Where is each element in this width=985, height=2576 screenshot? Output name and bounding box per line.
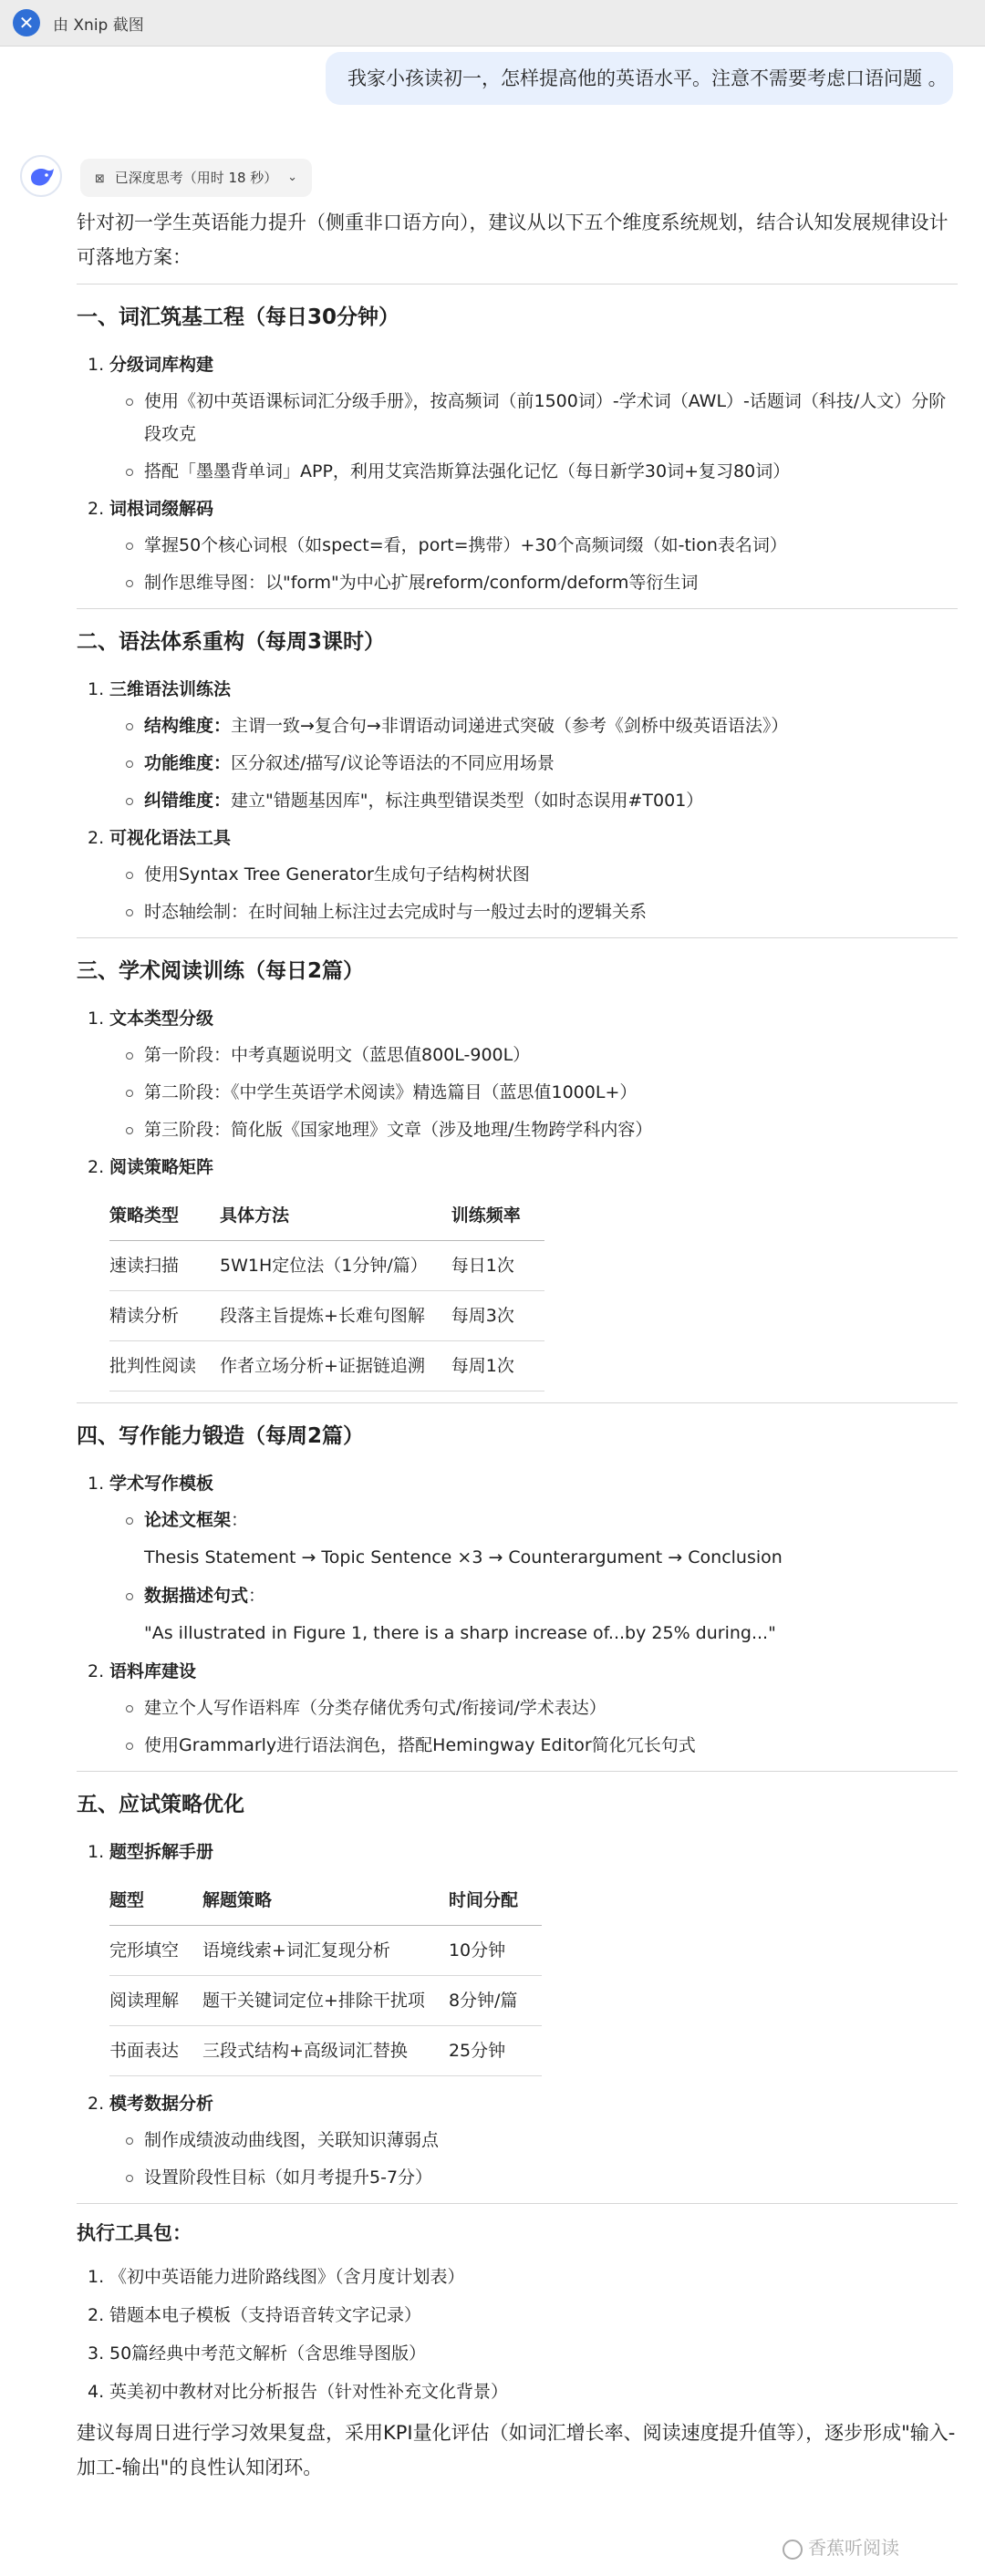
divider bbox=[77, 608, 958, 609]
xnip-app-icon: ✕ bbox=[13, 9, 40, 36]
divider bbox=[77, 2203, 958, 2204]
window-title: 由 Xnip 截图 bbox=[53, 16, 144, 35]
section-heading: 三、学术阅读训练（每日2篇） bbox=[77, 959, 365, 983]
bullet-item: 使用Grammarly进行语法润色，搭配Hemingway Editor简化冗长句式 bbox=[77, 1729, 958, 1762]
bullet-item: 使用Syntax Tree Generator生成句子结构树状图 bbox=[77, 858, 958, 891]
sub-heading-text: 分级词库构建 bbox=[109, 355, 214, 375]
table-row bbox=[109, 1926, 542, 1976]
list-item: 3. 50篇经典中考范文解析（含思维导图版） bbox=[88, 2343, 427, 2364]
list-item: 2. 错题本电子模板（支持语音转文字记录） bbox=[88, 2305, 422, 2325]
section-heading: 二、语法体系重构（每周3课时） bbox=[77, 630, 386, 654]
framework-text: Thesis Statement → Topic Sentence ×3 → Counterargument → Conclusion bbox=[144, 1547, 783, 1567]
bullet-item: 时态轴绘制：在时间轴上标注过去完成时与一般过去时的逻辑关系 bbox=[77, 895, 958, 928]
sub-heading: 1. 文本类型分级 bbox=[88, 1009, 214, 1029]
bullet-colon: ： bbox=[231, 1510, 249, 1530]
table-header-cell: 时间分配 bbox=[449, 1876, 542, 1926]
deep-thinking-toggle[interactable] bbox=[80, 159, 312, 197]
table-row bbox=[109, 1976, 542, 2026]
divider bbox=[77, 1771, 958, 1772]
table-header-cell: 训练频率 bbox=[451, 1191, 544, 1241]
table-cell: 作者立场分析+证据链追溯 bbox=[220, 1341, 451, 1391]
bullet-item bbox=[77, 1579, 958, 1612]
sub-heading-text: 词根词缀解码 bbox=[109, 499, 214, 519]
table-cell: 速读扫描 bbox=[109, 1241, 220, 1291]
section-heading: 五、应试策略优化 bbox=[77, 1793, 244, 1816]
table-header-cell: 策略类型 bbox=[109, 1191, 220, 1241]
assistant-avatar-icon bbox=[20, 155, 62, 197]
table-row bbox=[109, 1241, 544, 1291]
table-cell: 5W1H定位法（1分钟/篇） bbox=[220, 1241, 451, 1291]
sentence-pattern-text: "As illustrated in Figure 1, there is a sharp increase of...by 25% during..." bbox=[144, 1623, 776, 1643]
table-cell: 25分钟 bbox=[449, 2026, 542, 2076]
list-item-text: 错题本电子模板（支持语音转文字记录） bbox=[109, 2305, 422, 2325]
sub-heading: 1. 学术写作模板 bbox=[88, 1474, 214, 1494]
sub-heading: 1. 分级词库构建 bbox=[88, 355, 214, 375]
sub-heading: 2. 可视化语法工具 bbox=[88, 828, 232, 848]
watermark-logo-icon bbox=[783, 2540, 803, 2560]
bullet-label: 结构维度： bbox=[144, 716, 232, 736]
table-header-cell: 题型 bbox=[109, 1876, 202, 1926]
table-cell: 阅读理解 bbox=[109, 1976, 202, 2026]
list-item: 4. 英美初中教材对比分析报告（针对性补充文化背景） bbox=[88, 2382, 509, 2402]
list-item-text: 英美初中教材对比分析报告（针对性补充文化背景） bbox=[109, 2382, 509, 2402]
bullet-item bbox=[77, 747, 958, 780]
bullet-item: 建立个人写作语料库（分类存储优秀句式/衔接词/学术表达） bbox=[77, 1691, 958, 1724]
table-row bbox=[109, 1291, 544, 1341]
bullet-label: 纠错维度： bbox=[144, 791, 232, 811]
thinking-icon: ⊠ bbox=[95, 172, 105, 186]
divider bbox=[77, 1402, 958, 1403]
sub-heading: 2. 模考数据分析 bbox=[88, 2094, 214, 2114]
sub-heading: 1. 三维语法训练法 bbox=[88, 679, 232, 699]
sub-heading-text: 阅读策略矩阵 bbox=[109, 1157, 214, 1177]
table-cell: 三段式结构+高级词汇替换 bbox=[202, 2026, 449, 2076]
table-cell: 批判性阅读 bbox=[109, 1341, 220, 1391]
table-cell: 题干关键词定位+排除干扰项 bbox=[202, 1976, 449, 2026]
sub-heading: 2. 语料库建设 bbox=[88, 1661, 197, 1681]
section-heading: 一、词汇筑基工程（每日30分钟） bbox=[77, 305, 400, 329]
table-cell: 完形填空 bbox=[109, 1926, 202, 1976]
table-cell: 10分钟 bbox=[449, 1926, 542, 1976]
bullet-item: 制作思维导图：以"form"为中心扩展reform/conform/deform等衍生词 bbox=[77, 566, 958, 599]
chevron-down-icon: ⌄ bbox=[287, 171, 297, 184]
list-item: 1. 《初中英语能力进阶路线图》（含月度计划表） bbox=[88, 2267, 465, 2287]
table-header-cell: 具体方法 bbox=[220, 1191, 451, 1241]
table-cell: 每周3次 bbox=[451, 1291, 544, 1341]
bullet-label: 功能维度： bbox=[144, 753, 232, 773]
bullet-item: 第一阶段：中考真题说明文（蓝思值800L-900L） bbox=[77, 1039, 958, 1071]
table-cell: 精读分析 bbox=[109, 1291, 220, 1341]
table-header-row bbox=[109, 1191, 544, 1241]
list-item-text: 50篇经典中考范文解析（含思维导图版） bbox=[109, 2343, 427, 2364]
bullet-item: 掌握50个核心词根（如spect=看，port=携带）+30个高频词缀（如-tion表名词） bbox=[77, 529, 958, 562]
sub-heading-text: 语料库建设 bbox=[109, 1661, 197, 1681]
closing-paragraph: 建议每周日进行学习效果复盘，采用KPI量化评估（如词汇增长率、阅读速度提升值等），逐步形成"输入-加工-输出"的良性认知闭环。 bbox=[77, 2422, 956, 2478]
sub-heading-text: 学术写作模板 bbox=[109, 1474, 214, 1494]
table-header-row bbox=[109, 1876, 542, 1926]
user-message-bubble: 我家小孩读初一，怎样提高他的英语水平。注意不需要考虑口语问题 。 bbox=[326, 52, 953, 105]
section-heading: 四、写作能力锻造（每周2篇） bbox=[77, 1424, 365, 1448]
toolkit-heading: 执行工具包： bbox=[77, 2222, 192, 2244]
bullet-item: 搭配「墨墨背单词」APP，利用艾宾浩斯算法强化记忆（每日新学30词+复习80词） bbox=[77, 455, 958, 488]
sub-heading-text: 可视化语法工具 bbox=[109, 828, 232, 848]
bullet-item: 设置阶段性目标（如月考提升5-7分） bbox=[77, 2161, 958, 2194]
bullet-item bbox=[77, 1504, 958, 1536]
table-cell: 每周1次 bbox=[451, 1341, 544, 1391]
watermark-text: 香蕉听阅读 bbox=[808, 2537, 899, 2559]
bullet-item: 第三阶段：简化版《国家地理》文章（涉及地理/生物跨学科内容） bbox=[77, 1113, 958, 1146]
bullet-colon: ： bbox=[248, 1586, 266, 1606]
reading-strategy-table bbox=[109, 1191, 544, 1391]
bullet-item bbox=[77, 709, 958, 742]
sub-heading: 2. 词根词缀解码 bbox=[88, 499, 214, 519]
bullet-item: 第二阶段：《中学生英语学术阅读》精选篇目（蓝思值1000L+） bbox=[77, 1076, 958, 1109]
window-titlebar bbox=[0, 0, 985, 47]
sub-heading-text: 模考数据分析 bbox=[109, 2094, 214, 2114]
table-cell: 段落主旨提炼+长难句图解 bbox=[220, 1291, 451, 1341]
bullet-label: 数据描述句式 bbox=[144, 1586, 249, 1606]
answer-intro: 针对初一学生英语能力提升（侧重非口语方向），建议从以下五个维度系统规划，结合认知发展规律设计可落地方案： bbox=[77, 212, 949, 268]
table-cell: 语境线索+词汇复现分析 bbox=[202, 1926, 449, 1976]
table-cell: 8分钟/篇 bbox=[449, 1976, 542, 2026]
question-type-table bbox=[109, 1876, 542, 2076]
bullet-label: 论述文框架 bbox=[144, 1510, 232, 1530]
sub-heading-text: 三维语法训练法 bbox=[109, 679, 232, 699]
table-row bbox=[109, 2026, 542, 2076]
assistant-answer bbox=[77, 205, 958, 2485]
sub-heading: 2. 阅读策略矩阵 bbox=[88, 1157, 214, 1177]
bullet-item bbox=[77, 784, 958, 817]
watermark bbox=[783, 2533, 899, 2560]
table-row bbox=[109, 1341, 544, 1391]
bullet-item: 使用《初中英语课标词汇分级手册》，按高频词（前1500词）-学术词（AWL）-话题词（科技/人文）分阶段攻克 bbox=[77, 385, 958, 450]
table-cell: 每日1次 bbox=[451, 1241, 544, 1291]
table-header-cell: 解题策略 bbox=[202, 1876, 449, 1926]
sub-heading-text: 题型拆解手册 bbox=[109, 1842, 214, 1862]
bullet-text: 建立"错题基因库"，标注典型错误类型（如时态误用#T001） bbox=[231, 791, 704, 811]
thinking-label: 已深度思考（用时 18 秒） bbox=[114, 170, 278, 186]
list-item-text: 《初中英语能力进阶路线图》（含月度计划表） bbox=[109, 2267, 465, 2287]
divider bbox=[77, 937, 958, 938]
table-cell: 书面表达 bbox=[109, 2026, 202, 2076]
bullet-text: 主谓一致→复合句→非谓语动词递进式突破（参考《剑桥中级英语语法》） bbox=[231, 716, 789, 736]
sub-heading: 1. 题型拆解手册 bbox=[88, 1842, 214, 1862]
sub-heading-text: 文本类型分级 bbox=[109, 1009, 214, 1029]
bullet-text: 区分叙述/描写/议论等语法的不同应用场景 bbox=[231, 753, 555, 773]
bullet-item: 制作成绩波动曲线图，关联知识薄弱点 bbox=[77, 2124, 958, 2157]
